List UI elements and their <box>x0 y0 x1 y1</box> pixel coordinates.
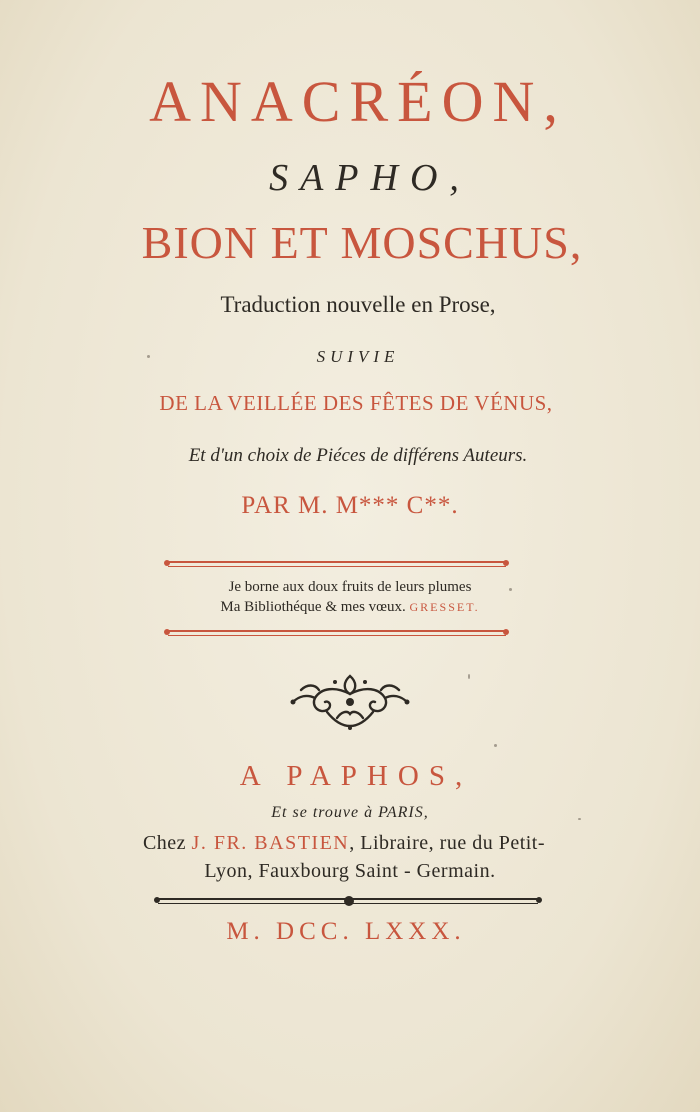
imprint-publisher-name: J. FR. BASTIEN <box>191 832 350 854</box>
imprint-address-1: , Libraire, rue du Petit- <box>349 832 546 854</box>
paper-fleck <box>578 818 581 820</box>
bottom-rule-divider <box>168 630 506 632</box>
title-anacreon: ANACRÉON, <box>149 69 567 134</box>
rule-end-dot <box>164 629 170 635</box>
top-rule-divider-thin <box>168 566 506 567</box>
paper-fleck <box>147 355 150 358</box>
epigraph-attribution: GRESSET. <box>409 600 480 614</box>
imprint-date: M. DCC. LXXX. <box>226 918 466 945</box>
imprint-chez: Chez <box>142 832 187 854</box>
subtitle-suivie: SUIVIE <box>316 347 400 366</box>
epigraph-line-1: Je borne aux doux fruits de leurs plumes <box>228 579 472 595</box>
imprint-publisher-line <box>0 832 694 855</box>
rule-end-dot <box>503 629 509 635</box>
fleuron-ornament-icon <box>285 668 415 732</box>
top-rule-divider <box>168 561 506 563</box>
rule-end-dot <box>536 897 542 903</box>
title-bion-moschus: BION ET MOSCHUS, <box>141 217 583 268</box>
rule-end-dot <box>154 897 160 903</box>
subtitle-choix: Et d'un choix de Piéces de différens Auteurs. <box>188 445 528 466</box>
imprint-address-2: Lyon, Fauxbourg Saint - Germain. <box>204 860 496 882</box>
rule-end-dot <box>164 560 170 566</box>
imprint-place: A PAPHOS, <box>239 760 473 792</box>
paper-fleck <box>494 744 497 747</box>
subtitle-traduction: Traduction nouvelle en Prose, <box>220 292 496 317</box>
subtitle-veillee: DE LA VEILLÉE DES FÊTES DE VÉNUS, <box>159 391 553 415</box>
epigraph-line-2 <box>0 599 700 616</box>
paper-fleck <box>468 674 470 679</box>
title-sapho: SAPHO, <box>269 157 471 199</box>
paper-fleck <box>509 588 512 591</box>
rule-end-dot <box>503 560 509 566</box>
epigraph-line-2-text: Ma Bibliothéque & mes vœux. <box>220 599 406 615</box>
imprint-sold-at: Et se trouve à PARIS, <box>271 804 429 821</box>
author-line: PAR M. M*** C**. <box>241 492 459 519</box>
rule-center-knot <box>344 896 354 906</box>
bottom-rule-divider-thin <box>168 635 506 636</box>
